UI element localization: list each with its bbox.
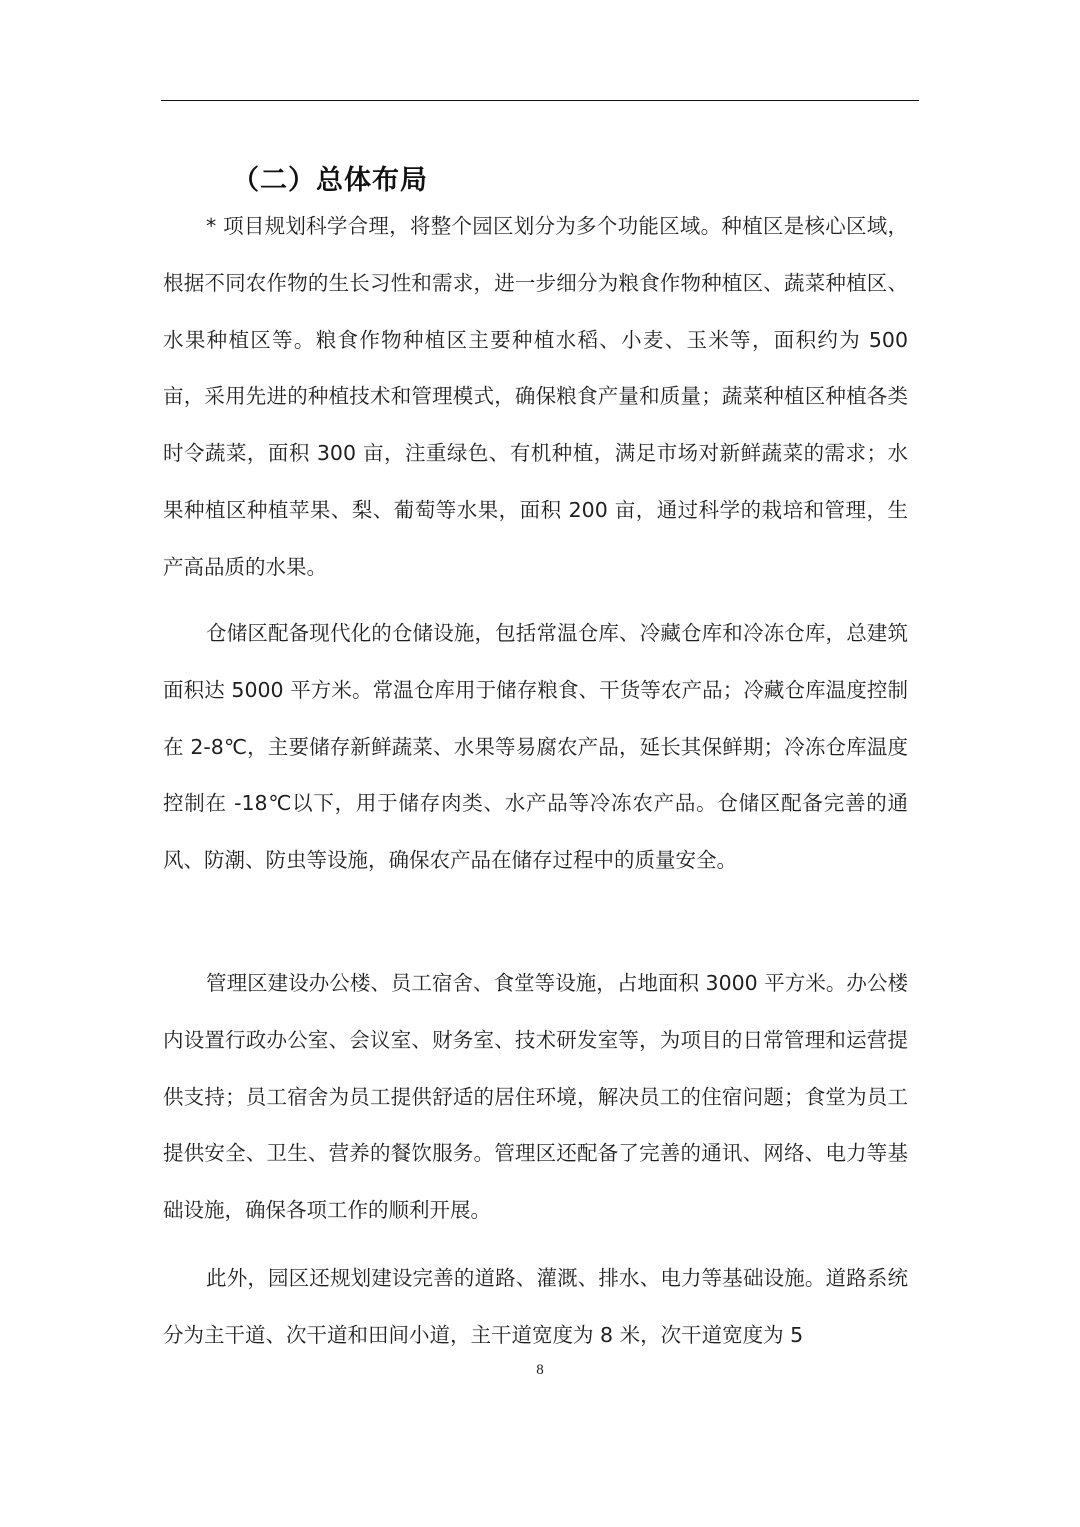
header-rule (161, 100, 919, 101)
paragraph-management-zone: 管理区建设办公楼、员工宿舍、食堂等设施，占地面积 3000 平方米。办公楼内设置行政办公室、会议室、财务室、技术研发室等，为项目的日常管理和运营提供支持；员工宿舍为员工提供舒适的居住环境，解决员工的住宿问题；食堂为员工提供安全、卫生、营养的餐饮服务。管理区还配备了完善的通讯、网络、电力等基础设施，确保各项工作的顺利开展。 (163, 971, 908, 1223)
paragraph-planting-zones: * 项目规划科学合理，将整个园区划分为多个功能区域。种植区是核心区域，根据不同农作物的生长习性和需求，进一步细分为粮食作物种植区、蔬菜种植区、水果种植区等。粮食作物种植区主要种植水稻、小麦、玉米等，面积约为 500 亩，采用先进的种植技术和管理模式，确保粮食产量和质量；蔬菜种植区种植各类时令蔬菜，面积 300 亩，注重绿色、有机种植，满足市场对新鲜蔬菜的需求；水果种植区种植苹果、梨、葡萄等水果，面积 200 亩，通过科学的栽培和管理，生产高品质的水果。 (163, 214, 908, 579)
paragraph-storage-zone: 仓储区配备现代化的仓储设施，包括常温仓库、冷藏仓库和冷冻仓库，总建筑面积达 5000 平方米。常温仓库用于储存粮食、干货等农产品；冷藏仓库温度控制在 2-8℃，主要储存新鲜蔬菜、水果等易腐农产品，延长其保鲜期；冷冻仓库温度控制在 -18℃以下，用于储存肉类、水产品等冷冻农产品。仓储区配备完善的通风、防潮、防虫等设施，确保农产品在储存过程中的质量安全。 (163, 621, 908, 873)
page-number: 8 (536, 1362, 544, 1378)
section-heading: （二）总体布局 (232, 165, 428, 197)
paragraph-infrastructure: 此外，园区还规划建设完善的道路、灌溉、排水、电力等基础设施。道路系统分为主干道、次干道和田间小道，主干道宽度为 8 米，次干道宽度为 5 (163, 1266, 908, 1347)
